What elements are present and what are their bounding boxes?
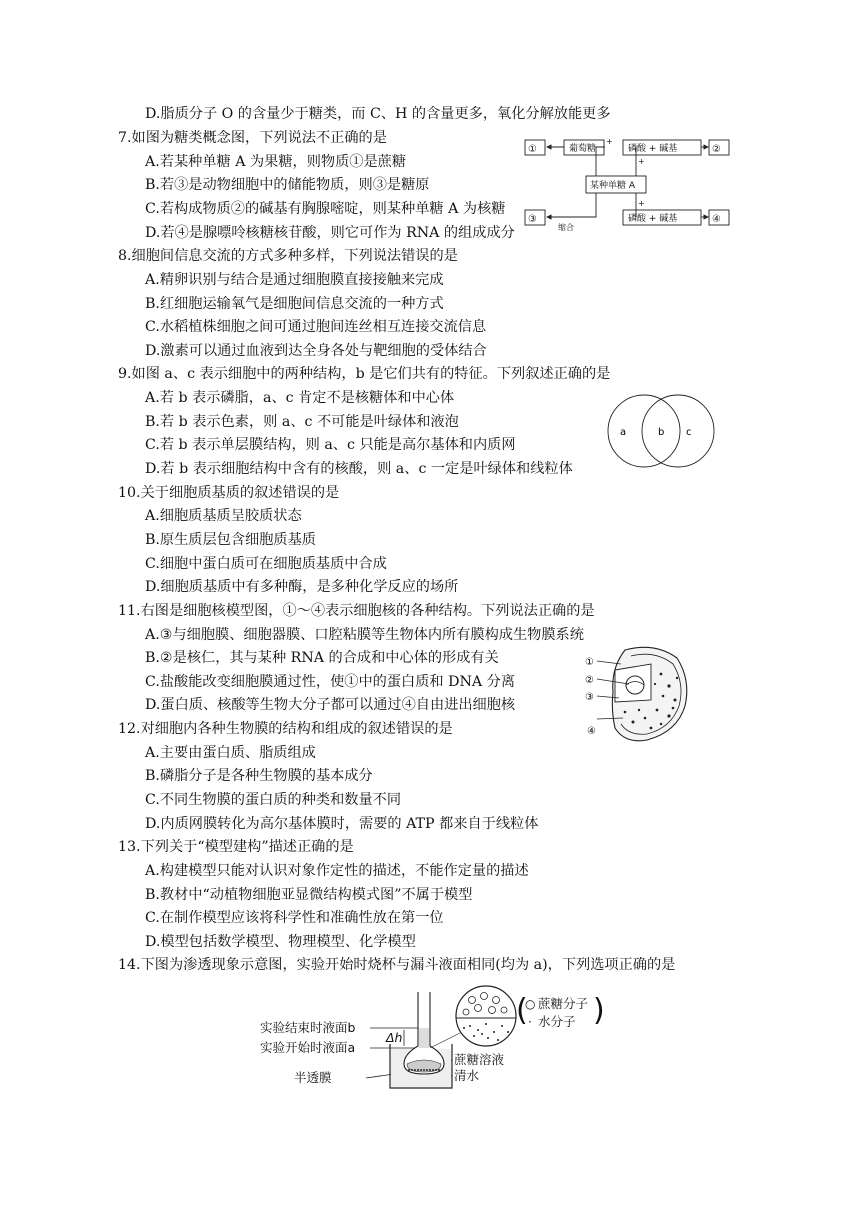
- venn-label-c: c: [686, 427, 692, 438]
- q13-option-b: B.教材中“动植物细胞亚显微结构模式图”不属于模型: [145, 887, 473, 903]
- label-end-level: 实验结束时液面b: [260, 1020, 356, 1035]
- diagram-node-1: ①: [528, 144, 537, 155]
- q7-option-d: D.若④是腺嘌呤核糖核苷酸，则它可作为 RNA 的组成成分: [145, 225, 515, 241]
- q9-option-b: B.若 b 表示色素，则 a、c 不可能是叶绿体和液泡: [145, 414, 459, 430]
- q10-option-b: B.原生质层包含细胞质基质: [145, 532, 316, 548]
- venn-label-a: a: [620, 427, 627, 438]
- q13-option-a: A.构建模型只能对认识对象作定性的描述，不能作定量的描述: [145, 863, 529, 879]
- diagram-node-2: ②: [712, 144, 721, 155]
- q10-stem: 10.关于细胞质基质的叙述错误的是: [118, 485, 340, 501]
- diagram-phos-bottom: 磷酸 + 碱基: [628, 214, 678, 224]
- q11-option-d: D.蛋白质、核酸等生物大分子都可以通过④自由进出细胞核: [145, 697, 516, 713]
- nucleus-label-2: ②: [585, 675, 594, 686]
- venn-label-b: b: [658, 427, 665, 438]
- diagram-center: 某种单糖 A: [590, 181, 636, 191]
- osmosis-diagram: [258, 982, 618, 1094]
- q13-stem: 13.下列关于“模型建构”描述正确的是: [118, 839, 354, 855]
- diagram-plus-3: +: [638, 199, 645, 208]
- q7-option-a: A.若某种单糖 A 为果糖，则物质①是蔗糖: [145, 154, 407, 170]
- q12-option-c: C.不同生物膜的蛋白质的种类和数量不同: [145, 792, 402, 808]
- q11-option-b: B.②是核仁，其与某种 RNA 的合成和中心体的形成有关: [145, 650, 499, 666]
- diagram-glucose: 葡萄糖: [569, 144, 597, 154]
- legend-paren-open: (: [516, 993, 528, 1028]
- q8-stem: 8.细胞间信息交流的方式多种多样，下列说法错误的是: [118, 248, 458, 264]
- nucleus-label-3: ③: [585, 692, 594, 703]
- label-delta-h: Δh: [386, 1030, 403, 1045]
- q8-option-a: A.精卵识别与结合是通过细胞膜直接接触来完成: [145, 272, 444, 288]
- q12-option-b: B.磷脂分子是各种生物膜的基本成分: [145, 768, 373, 784]
- label-water: 清水: [454, 1068, 480, 1083]
- legend-dot: ·: [528, 1015, 532, 1029]
- q7-stem: 7.如图为糖类概念图，下列说法不正确的是: [118, 130, 387, 146]
- legend-sucrose: 蔗糖分子: [538, 996, 589, 1011]
- label-start-level: 实验开始时液面a: [260, 1040, 356, 1055]
- diagram-plus-1: +: [606, 137, 613, 146]
- diagram-phos-top: 磷酸 + 碱基: [628, 144, 678, 154]
- q9-option-c: C.若 b 表示单层膜结构，则 a、c 只能是高尔基体和内质网: [145, 437, 516, 453]
- q9-stem: 9.如图 a、c 表示细胞中的两种结构，b 是它们共有的特征。下列叙述正确的是: [118, 366, 611, 382]
- nucleus-model-diagram: [585, 640, 693, 744]
- sugar-concept-diagram: [520, 136, 735, 232]
- diagram-condense: 缩合: [558, 223, 574, 232]
- q9-option-d: D.若 b 表示细胞结构中含有的核酸，则 a、c 一定是叶绿体和线粒体: [145, 461, 573, 477]
- q8-option-b: B.红细胞运输氧气是细胞间信息交流的一种方式: [145, 296, 444, 312]
- label-sucrose-solution: 蔗糖溶液: [454, 1052, 505, 1067]
- q10-option-d: D.细胞质基质中有多种酶，是多种化学反应的场所: [145, 579, 459, 595]
- diagram-plus-2: +: [638, 157, 645, 166]
- nucleus-label-4: ④: [587, 726, 596, 737]
- q10-option-a: A.细胞质基质呈胶质状态: [145, 508, 302, 524]
- q10-option-c: C.细胞中蛋白质可在细胞质基质中合成: [145, 556, 387, 572]
- q13-option-c: C.在制作模型应该将科学性和准确性放在第一位: [145, 910, 444, 926]
- legend-water: 水分子: [538, 1014, 576, 1029]
- q12-stem: 12.对细胞内各种生物膜的结构和组成的叙述错误的是: [118, 721, 453, 737]
- legend-paren-close: ): [593, 993, 605, 1028]
- q7-option-c: C.若构成物质②的碱基有胸腺嘧啶，则某种单糖 A 为核糖: [145, 201, 506, 217]
- q14-stem: 14.下图为渗透现象示意图，实验开始时烧杯与漏斗液面相同(均为 a)，下列选项正确的是: [118, 957, 676, 973]
- q7-option-b: B.若③是动物细胞中的储能物质，则③是糖原: [145, 177, 430, 193]
- q8-option-d: D.激素可以通过血液到达全身各处与靶细胞的受体结合: [145, 343, 487, 359]
- diagram-node-3: ③: [528, 214, 537, 225]
- q11-option-c: C.盐酸能改变细胞膜通过性，使①中的蛋白质和 DNA 分离: [145, 674, 516, 690]
- nucleus-label-1: ①: [585, 657, 594, 668]
- venn-diagram: [604, 389, 720, 473]
- q6-option-d: D.脂质分子 O 的含量少于糖类，而 C、H 的含量更多，氧化分解放能更多: [145, 106, 611, 122]
- legend-circle: ○: [525, 997, 536, 1011]
- q9-option-a: A.若 b 表示磷脂，a、c 肯定不是核糖体和中心体: [145, 390, 455, 406]
- label-membrane: 半透膜: [294, 1070, 332, 1085]
- q13-option-d: D.模型包括数学模型、物理模型、化学模型: [145, 934, 416, 950]
- q11-option-a: A.③与细胞膜、细胞器膜、口腔粘膜等生物体内所有膜构成生物膜系统: [145, 627, 584, 643]
- q11-stem: 11.右图是细胞核模型图，①～④表示细胞核的各种结构。下列说法正确的是: [118, 603, 595, 619]
- q12-option-d: D.内质网膜转化为高尔基体膜时，需要的 ATP 都来自于线粒体: [145, 816, 539, 832]
- diagram-node-4: ④: [712, 214, 721, 225]
- q12-option-a: A.主要由蛋白质、脂质组成: [145, 745, 316, 761]
- q8-option-c: C.水稻植株细胞之间可通过胞间连丝相互连接交流信息: [145, 319, 487, 335]
